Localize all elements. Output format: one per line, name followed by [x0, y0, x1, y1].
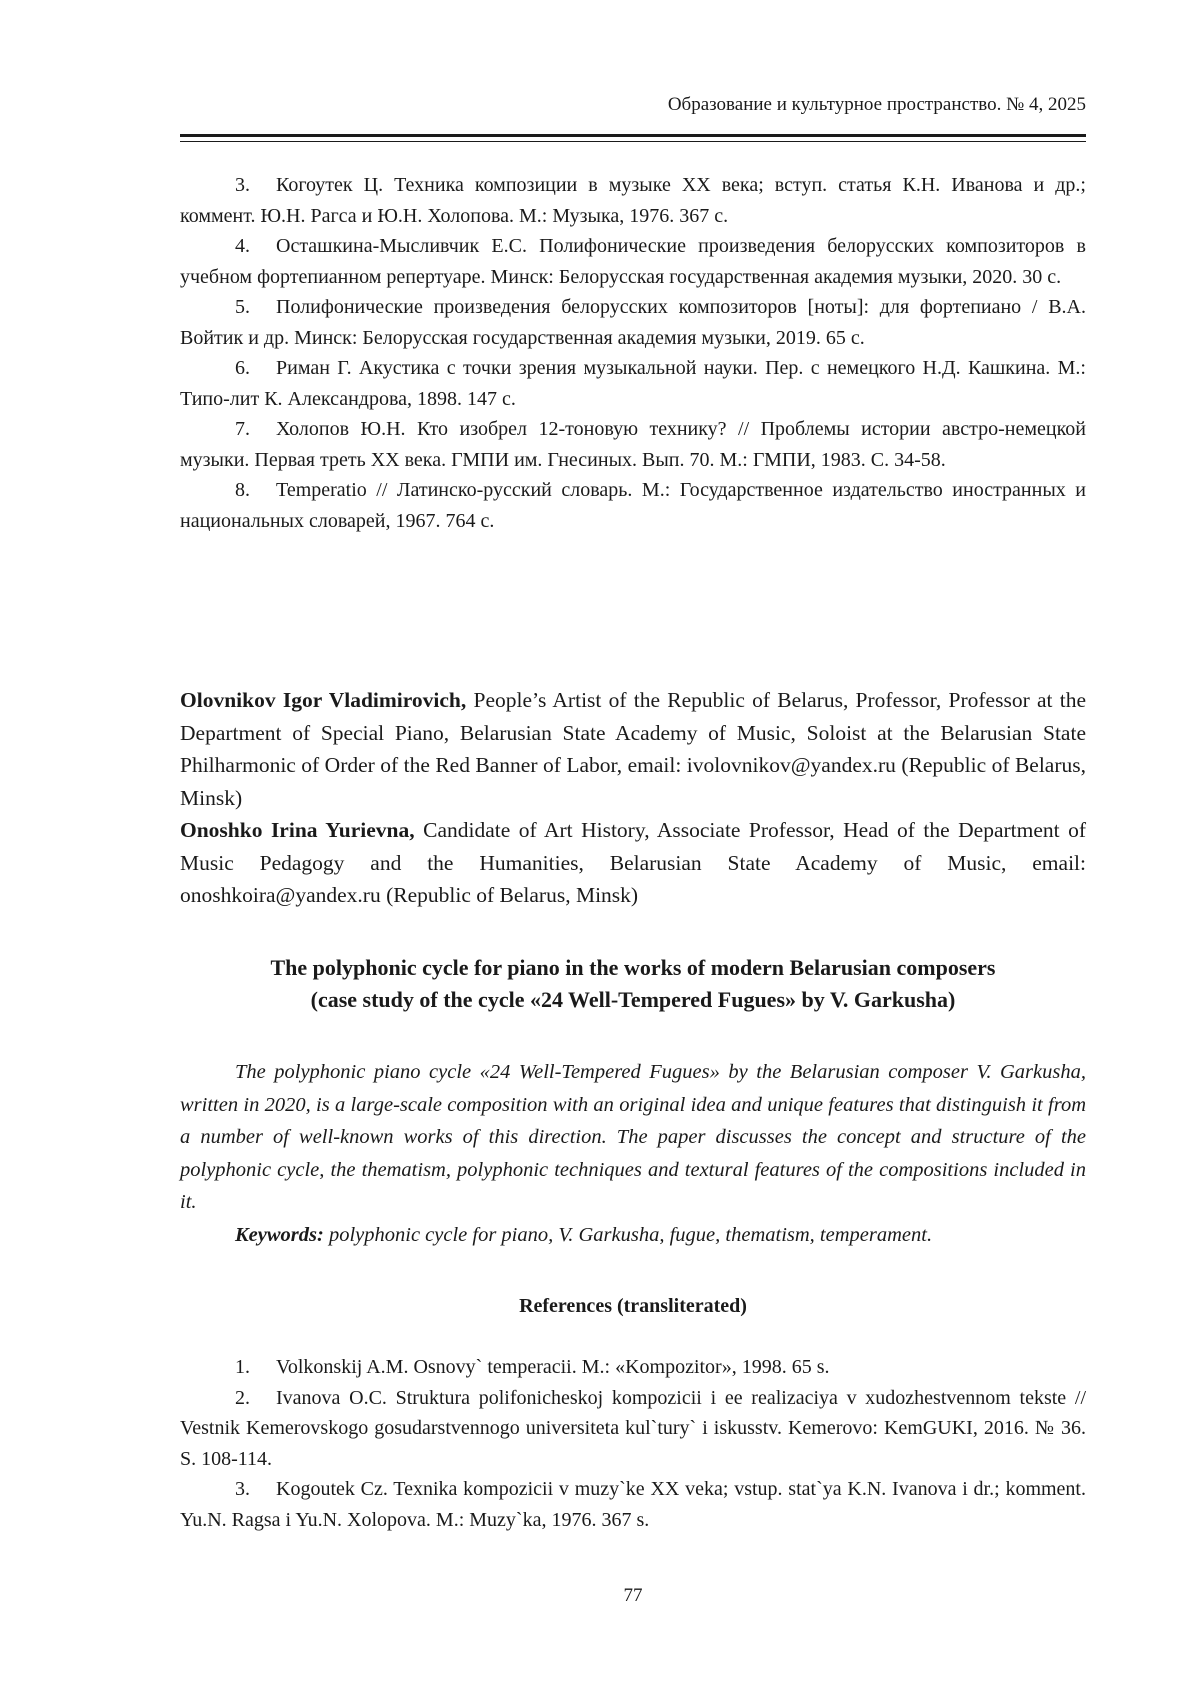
abstract-text: The polyphonic piano cycle «24 Well-Tempered Fugues» by the Belarusian composer V. Garkusha, written in 2020, is a large-scale composition with an original idea and unique features that distinguish it from a number of well-known works of this direction. The paper discusses the concept and structure of the polyphonic cycle, the thematism, polyphonic techniques and textural features of the compositions included in it.	[180, 1061, 1086, 1213]
author-entry	[180, 814, 1086, 912]
reference-text: Осташкина-Мысливчик Е.С. Полифонические произведения белорусских композиторов в учебном фортепианном репертуаре. Минск: Белорусская государственная академия музыки, 2020. 30 с.	[180, 235, 1086, 288]
reference-text: Полифонические произведения белорусских композиторов [ноты]: для фортепиано / В.А. Войтик и др. Минск: Белорусская государственная академия музыки, 2019. 65 с.	[180, 296, 1086, 349]
reference-item	[180, 1474, 1086, 1535]
reference-item	[180, 292, 1086, 353]
reference-number: 8.	[235, 479, 250, 501]
keywords	[180, 1219, 1086, 1252]
author-name: Olovnikov Igor Vladimirovich,	[180, 688, 467, 712]
running-header: Образование и культурное пространство. № 4, 2025	[667, 94, 1086, 115]
reference-text: Когоутек Ц. Техника композиции в музыке XX века; вступ. статья К.Н. Иванова и др.; коммент. Ю.Н. Рагса и Ю.Н. Холопова. М.: Музыка, 1976. 367 с.	[180, 174, 1086, 227]
author-bio: People’s Artist of the Republic of Belarus, Professor, Professor at the Department of Special Piano, Belarusian State Academy of Music, Soloist at the Belarusian State Philharmonic of Order of the Red Banner of Labor, email: ivolovnikov@yandex.ru (Republic of Belarus, Minsk)	[180, 688, 1086, 810]
keywords-text: polyphonic cycle for piano, V. Garkusha, fugue, thematism, temperament.	[323, 1223, 933, 1246]
reference-item	[180, 170, 1086, 231]
reference-number: 2.	[235, 1386, 250, 1409]
reference-number: 6.	[235, 357, 250, 379]
reference-item	[180, 414, 1086, 475]
keywords-label: Keywords:	[235, 1223, 324, 1246]
reference-number: 5.	[235, 296, 250, 318]
reference-text: Volkonskij A.M. Osnovy` temperacii. M.: «Kompozitor», 1998. 65 s.	[276, 1356, 830, 1378]
reference-item	[180, 231, 1086, 292]
reference-item	[180, 353, 1086, 414]
header-rule-thick	[180, 134, 1086, 137]
reference-number: 3.	[235, 174, 250, 196]
reference-text: Холопов Ю.Н. Кто изобрел 12-тоновую технику? // Проблемы истории австро-немецкой музыки. Первая треть XX века. ГМПИ им. Гнесиных. Вып. 70. М.: ГМПИ, 1983. С. 34-58.	[180, 418, 1086, 471]
references-russian	[180, 170, 1086, 536]
article-title	[180, 952, 1086, 1016]
reference-text: Ivanova O.C. Struktura polifonicheskoj kompozicii i ee realizaciya v xudozhestvennom tekste // Vestnik Kemerovskogo gosudarstvennogo universiteta kul`tury` i iskusstv. Kemerovo: KemGUKI, 2016. № 36. S. 108-114.	[180, 1386, 1086, 1470]
author-info	[180, 684, 1086, 912]
reference-number: 1.	[235, 1356, 250, 1378]
article-title-line: (case study of the cycle «24 Well-Tempered Fugues» by V. Garkusha)	[310, 987, 956, 1012]
article-title-line: The polyphonic cycle for piano in the works of modern Belarusian composers	[270, 955, 996, 980]
references-heading: References (transliterated)	[519, 1295, 747, 1317]
reference-text: Kogoutek Cz. Texnika kompozicii v muzy`ke XX veka; vstup. stat`ya K.N. Ivanova i dr.; komment. Yu.N. Ragsa i Yu.N. Xolopova. M.: Muzy`ka, 1976. 367 s.	[180, 1478, 1086, 1531]
reference-text: Риман Г. Акустика с точки зрения музыкальной науки. Пер. с немецкого Н.Д. Кашкина. М.: Типо-лит К. Александрова, 1898. 147 с.	[180, 357, 1086, 410]
author-entry	[180, 684, 1086, 814]
reference-item	[180, 1352, 1086, 1383]
abstract	[180, 1056, 1086, 1251]
header-rule-thin	[180, 141, 1086, 142]
author-name: Onoshko Irina Yurievna,	[180, 818, 415, 842]
reference-number: 7.	[235, 418, 250, 440]
references-transliterated	[180, 1352, 1086, 1535]
reference-number: 3.	[235, 1478, 250, 1500]
page-number: 77	[623, 1585, 643, 1606]
author-bio: Candidate of Art History, Associate Professor, Head of the Department of Music Pedagogy and the Humanities, Belarusian State Academy of Music, email: onoshkoira@yandex.ru (Republic of Belarus, Minsk)	[180, 818, 1086, 907]
reference-number: 4.	[235, 235, 250, 257]
reference-text: Temperatio // Латинско-русский словарь. М.: Государственное издательство иностранных и национальных словарей, 1967. 764 с.	[180, 479, 1086, 532]
reference-item	[180, 475, 1086, 536]
reference-item	[180, 1383, 1086, 1475]
